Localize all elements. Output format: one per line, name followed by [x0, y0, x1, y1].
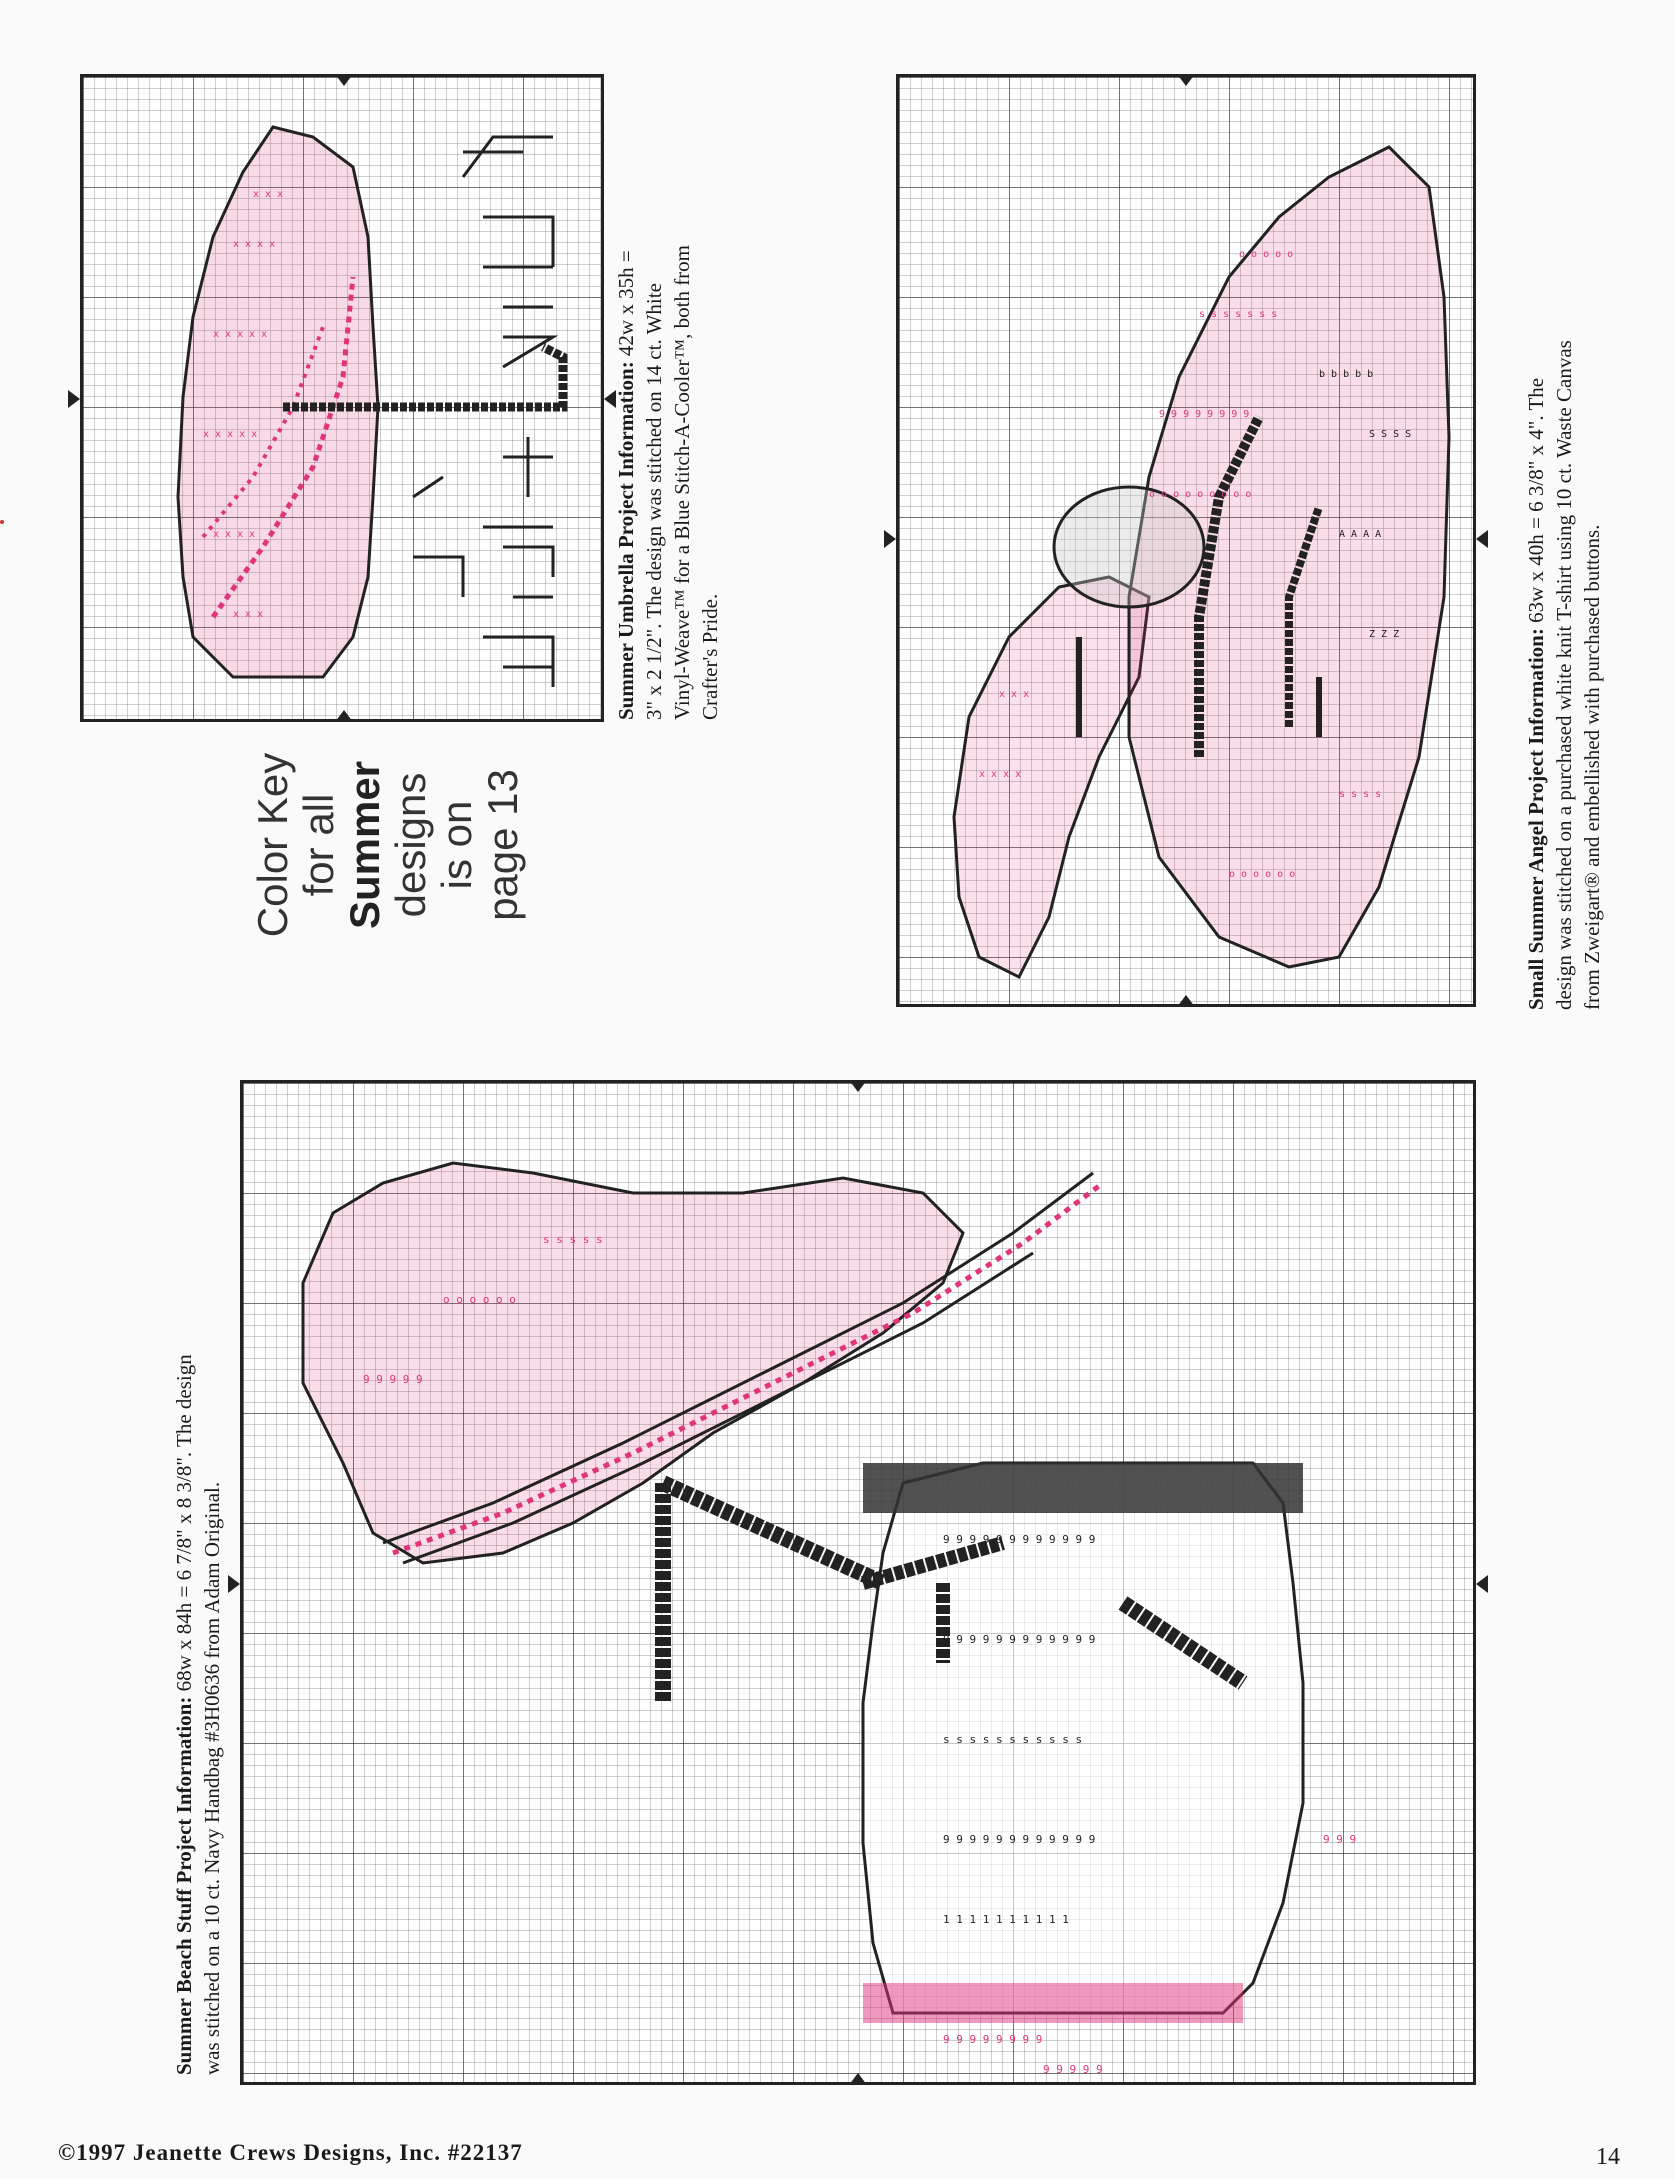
umbrella-info-size: 42w x 35h =: [614, 250, 638, 357]
beach-chart-artwork: [243, 1083, 1473, 2082]
beach-info: [170, 1075, 226, 2075]
svg-text:o o o o o o: o o o o o o: [443, 1293, 516, 1306]
umbrella-chart: [80, 74, 604, 722]
color-key-line5: is on: [433, 800, 480, 890]
svg-text:o o o o o o: o o o o o o: [1229, 869, 1296, 880]
umbrella-info: [612, 80, 724, 720]
angel-info-line3: from Zweigart® and embellished with purchased buttons.: [1580, 524, 1604, 1010]
svg-text:s s s s: s s s s: [1339, 789, 1382, 800]
beach-info-line2: was stitched on a 10 ct. Navy Handbag #3H0636 from Adam Original.: [200, 1481, 224, 2075]
svg-text:9 9 9 9 9 9 9 9 9 9 9 9: 9 9 9 9 9 9 9 9 9 9 9 9: [943, 1533, 1096, 1546]
svg-text:Z Z Z: Z Z Z: [1369, 629, 1400, 640]
umbrella-info-line4: Crafter's Pride.: [698, 593, 722, 720]
svg-text:s s s s s: s s s s s: [543, 1233, 603, 1246]
svg-text:x x x: x x x: [253, 189, 284, 200]
svg-text:s s s s s s s s s s s: s s s s s s s s s s s: [943, 1733, 1083, 1746]
beach-info-title: Summer Beach Stuff Project Information:: [172, 1696, 196, 2075]
svg-text:o o o o o: o o o o o: [1239, 249, 1294, 260]
svg-text:9 9 9 9 9 9 9 9: 9 9 9 9 9 9 9 9: [943, 2033, 1043, 2046]
center-mark-right: [1476, 1575, 1488, 1593]
color-key-line3: Summer: [341, 760, 388, 930]
beach-info-size: 68w x 84h = 6 7/8" x 8 3/8". The design: [172, 1354, 196, 1692]
umbrella-info-line2: 3" x 2 1/2". The design was stitched on 14 ct. White: [642, 283, 666, 720]
angel-chart-artwork: [899, 77, 1473, 1004]
color-key-line1: Color Key: [249, 752, 296, 938]
color-key-line4: designs: [387, 772, 434, 918]
svg-text:9 9 9 9 9 9 9 9 9 9 9 9: 9 9 9 9 9 9 9 9 9 9 9 9: [943, 1633, 1096, 1646]
svg-text:s s s s s s s: s s s s s s s: [1199, 309, 1278, 320]
motif-lettering: [413, 137, 553, 687]
svg-text:9 9 9 9 9 9 9 9 9 9 9 9: 9 9 9 9 9 9 9 9 9 9 9 9: [943, 1833, 1096, 1846]
svg-text:o o o o o o o o o: o o o o o o o o o: [1149, 489, 1252, 500]
svg-text:9 9 9: 9 9 9: [1323, 1833, 1357, 1846]
beach-chart: [240, 1080, 1476, 2085]
center-mark-left: [228, 1575, 240, 1593]
center-mark-top: [849, 1080, 867, 1092]
svg-text:9 9 9 9 9 9 9 9: 9 9 9 9 9 9 9 9: [1159, 409, 1250, 420]
center-mark-left: [68, 390, 80, 408]
svg-text:x x x: x x x: [233, 609, 264, 620]
umbrella-chart-artwork: [83, 77, 601, 719]
copyright-footer: ©1997 Jeanette Crews Designs, Inc. #22137: [58, 2140, 523, 2165]
color-key-note: [250, 680, 526, 1010]
angel-info-title: Small Summer Angel Project Information:: [1524, 628, 1548, 1010]
angel-chart: [896, 74, 1476, 1007]
binding-mark: [0, 520, 4, 524]
svg-text:x x x x x: x x x x x: [203, 429, 258, 440]
center-mark-bottom: [849, 2073, 867, 2085]
svg-text:x x x: x x x: [999, 689, 1030, 700]
center-mark-right: [1476, 530, 1488, 548]
angel-info-line2: design was stitched on a purchased white knit T-shirt using 10 ct. Waste Canvas: [1552, 340, 1576, 1010]
svg-text:x x x x x: x x x x x: [213, 329, 268, 340]
svg-text:x x x x: x x x x: [233, 239, 276, 250]
page-number: 14: [1596, 2144, 1620, 2170]
center-mark-left: [884, 530, 896, 548]
svg-text:A A A A: A A A A: [1339, 529, 1382, 540]
svg-text:x x x x: x x x x: [979, 769, 1022, 780]
svg-text:9 9 9 9 9: 9 9 9 9 9: [1043, 2063, 1103, 2076]
angel-info-size: 63w x 40h = 6 3/8" x 4". The: [1524, 377, 1548, 623]
color-key-line2: for all: [295, 793, 342, 897]
angel-info: [1522, 75, 1606, 1010]
svg-text:x x x x: x x x x: [213, 529, 256, 540]
center-mark-bottom: [1177, 995, 1195, 1007]
color-key-line6: page 13: [479, 769, 526, 921]
svg-text:b b b b b: b b b b b: [1319, 369, 1374, 380]
umbrella-info-title: Summer Umbrella Project Information:: [614, 361, 638, 720]
umbrella-info-line3: Vinyl-Weave™ for a Blue Stitch-A-Cooler™, both from: [670, 244, 694, 720]
svg-text:1 1 1 1 1 1 1 1 1 1: 1 1 1 1 1 1 1 1 1 1: [943, 1913, 1069, 1926]
angel-head: [1054, 487, 1204, 607]
svg-text:9 9 9 9 9: 9 9 9 9 9: [363, 1373, 423, 1386]
center-mark-top: [1177, 74, 1195, 86]
umbrella-canopy: [178, 127, 378, 677]
svg-text:S S S S: S S S S: [1369, 429, 1412, 440]
center-mark-top: [335, 74, 353, 86]
